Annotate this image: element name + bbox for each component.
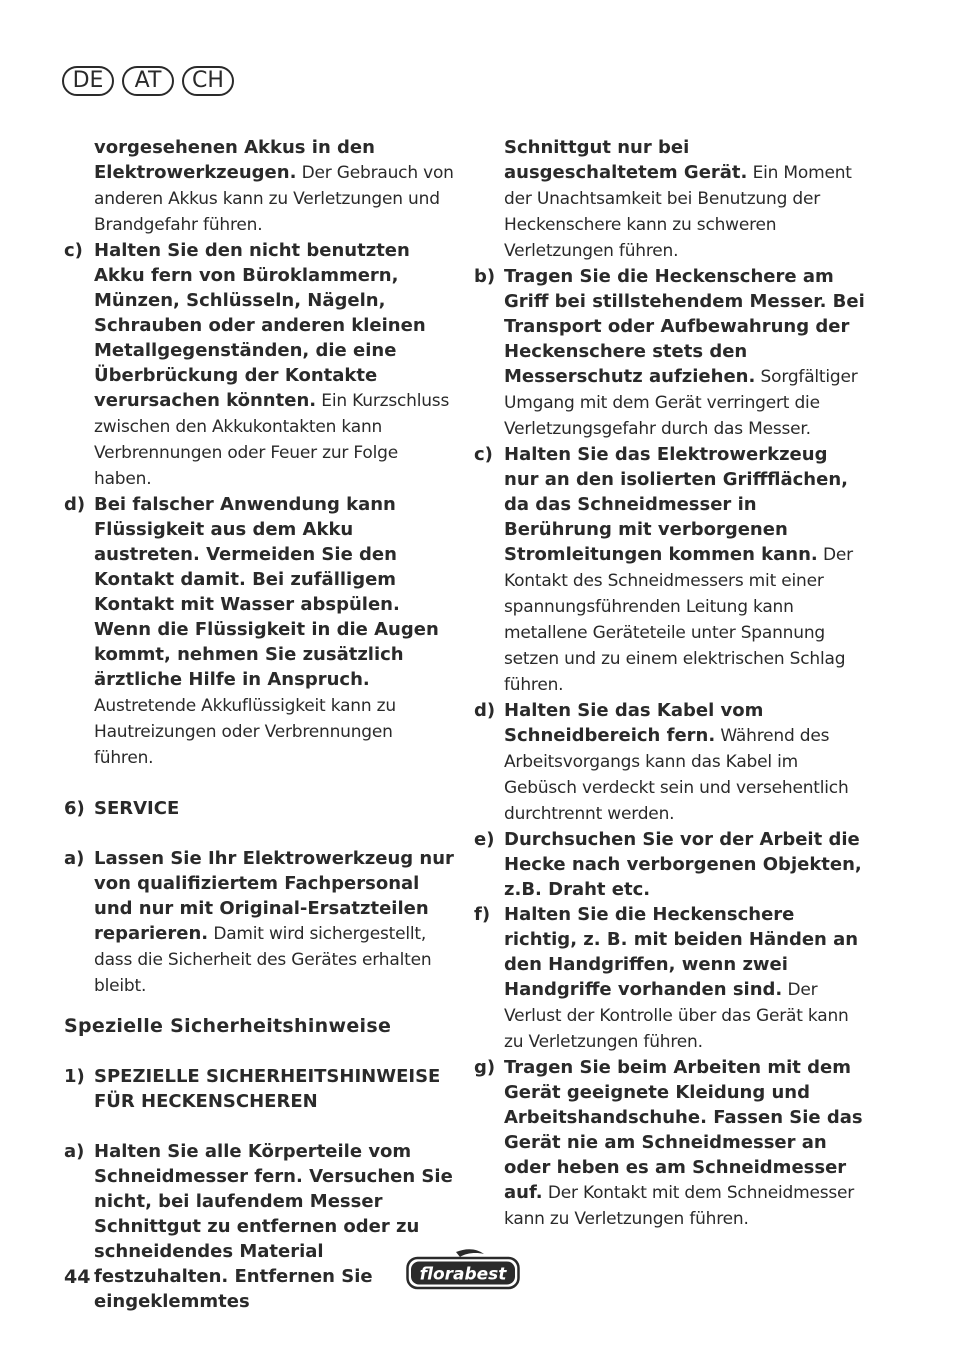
continued-paragraph (64, 135, 454, 238)
warning-text: Der Kontakt mit dem Schneidmesser kann zu Verletzungen führen. (504, 1183, 855, 1229)
warning-bold: Halten Sie das Kabel vom Schneidbereich fern. (504, 700, 764, 746)
item-label: a) (64, 848, 85, 869)
warning-text: Der Gebrauch von anderen Akkus kann zu Verletzungen und Brandgefahr führen. (94, 163, 454, 235)
florabest-logo-graphic (406, 1248, 520, 1290)
warning-text: Ein Moment der Unachtsamkeit bei Benutzung der Heckenschere kann zu schweren Verletzungen führen. (504, 163, 852, 261)
item-label: e) (474, 829, 495, 850)
badge-ch: CH (182, 66, 234, 96)
warning-text: Sorgfältiger Umgang mit dem Gerät verringert die Verletzungsgefahr durch das Messer. (504, 367, 858, 439)
list-item-c (474, 442, 866, 698)
warning-bold: Lassen Sie Ihr Elektrowerkzeug nur von qualifiziertem Fachpersonal und nur mit Original-Ersatzteilen reparieren. (94, 848, 454, 944)
section-service (64, 796, 454, 821)
warning-text: Damit wird sichergestellt, dass die Sicherheit des Gerätes erhalten bleibt. (94, 924, 432, 996)
warning-bold: Schnittgut nur bei ausgeschaltetem Gerät. (504, 137, 748, 183)
item-label: a) (64, 1141, 85, 1162)
section-hedge-trimmer (64, 1064, 454, 1114)
warning-text: Austretende Akkuflüssigkeit kann zu Hautreizungen oder Verbrennungen führen. (94, 696, 396, 768)
item-label: 1) (64, 1066, 85, 1087)
logo-text: florabest (419, 1264, 507, 1285)
list-item-g (474, 1055, 866, 1232)
warning-text: Der Kontakt des Schneidmessers mit einer spannungsführenden Leitung kann metallene Geräteteile unter Spannung setzen und zu einem elektrischen Schlag führen. (504, 545, 853, 695)
warning-bold: Tragen Sie die Heckenschere am Griff bei stillstehendem Messer. Bei Transport oder Aufbewahrung der Heckenschere stets den Messerschutz aufziehen. (504, 266, 865, 387)
warning-bold: Durchsuchen Sie vor der Arbeit die Hecke nach verborgenen Objekten, z.B. Draht etc. (504, 829, 862, 900)
florabest-logo (406, 1248, 520, 1294)
list-item-service-a (64, 846, 454, 999)
list-item-d (64, 492, 454, 771)
item-label: b) (474, 266, 496, 287)
warning-bold: vorgesehenen Akkus in den Elektrowerkzeugen. (94, 137, 375, 183)
list-item-e (474, 827, 866, 902)
warning-text: Während des Arbeitsvorgangs kann das Kabel im Gebüsch verdeckt sein und versehentlich durchtrennt werden. (504, 726, 849, 824)
warning-bold: Tragen Sie beim Arbeiten mit dem Gerät geeignete Kleidung und Arbeitshandschuhe. Fassen Sie das Gerät nie am Schneidmesser an oder heben es am Schneidmesser auf. (504, 1057, 863, 1203)
continued-paragraph (474, 135, 866, 264)
section-title: SERVICE (94, 798, 180, 819)
item-label: 6) (64, 798, 85, 819)
warning-bold: Halten Sie das Elektrowerkzeug nur an den isolierten Griffflächen, da das Schneidmesser in Berührung mit verborgenen Stromleitungen kommen kann. (504, 444, 848, 565)
item-label: d) (64, 494, 86, 515)
list-item-d (474, 698, 866, 827)
warning-text: Ein Kurzschluss zwischen den Akkukontakten kann Verbrennungen oder Feuer zur Folge haben. (94, 391, 450, 489)
right-column (474, 135, 866, 1232)
item-label: c) (474, 444, 493, 465)
warning-bold: Bei falscher Anwendung kann Flüssigkeit aus dem Akku austreten. Vermeiden Sie den Kontakt damit. Bei zufälligem Kontakt mit Wasser abspülen. Wenn die Flüssigkeit in die Augen kommt, nehmen Sie zusätzlich ärztliche Hilfe in Anspruch. (94, 494, 439, 690)
page-number: 44 (64, 1266, 91, 1288)
item-label: d) (474, 700, 496, 721)
section-heading: Spezielle Sicherheitshinweise (64, 1015, 392, 1037)
badge-at: AT (122, 66, 174, 96)
item-label: f) (474, 904, 491, 925)
badge-de: DE (62, 66, 114, 96)
item-label: c) (64, 240, 83, 261)
left-column (64, 135, 454, 1314)
warning-text: Der Verlust der Kontrolle über das Gerät kann zu Verletzungen führen. (504, 980, 849, 1052)
list-item-f (474, 902, 866, 1055)
warning-bold: Halten Sie die Heckenschere richtig, z. B. mit beiden Händen an den Handgriffen, wenn zwei Handgriffe vorhanden sind. (504, 904, 859, 1000)
language-badges (62, 66, 234, 96)
list-item-s1-a (64, 1139, 454, 1314)
warning-bold: Halten Sie den nicht benutzten Akku fern von Büroklammern, Münzen, Schlüsseln, Nägeln, Schrauben oder anderen kleinen Metallgegenständen, die eine Überbrückung der Kontakte verursachen könnten. (94, 240, 426, 411)
item-label: g) (474, 1057, 496, 1078)
list-item-b (474, 264, 866, 442)
list-item-c (64, 238, 454, 492)
section-title: SPEZIELLE SICHERHEITSHINWEISE FÜR HECKENSCHEREN (94, 1066, 441, 1112)
warning-bold: Halten Sie alle Körperteile vom Schneidmesser fern. Versuchen Sie nicht, bei laufendem Messer Schnittgut zu entfernen oder zu schneidendes Material festzuhalten. Entfernen Sie eingeklemmtes (94, 1141, 453, 1312)
